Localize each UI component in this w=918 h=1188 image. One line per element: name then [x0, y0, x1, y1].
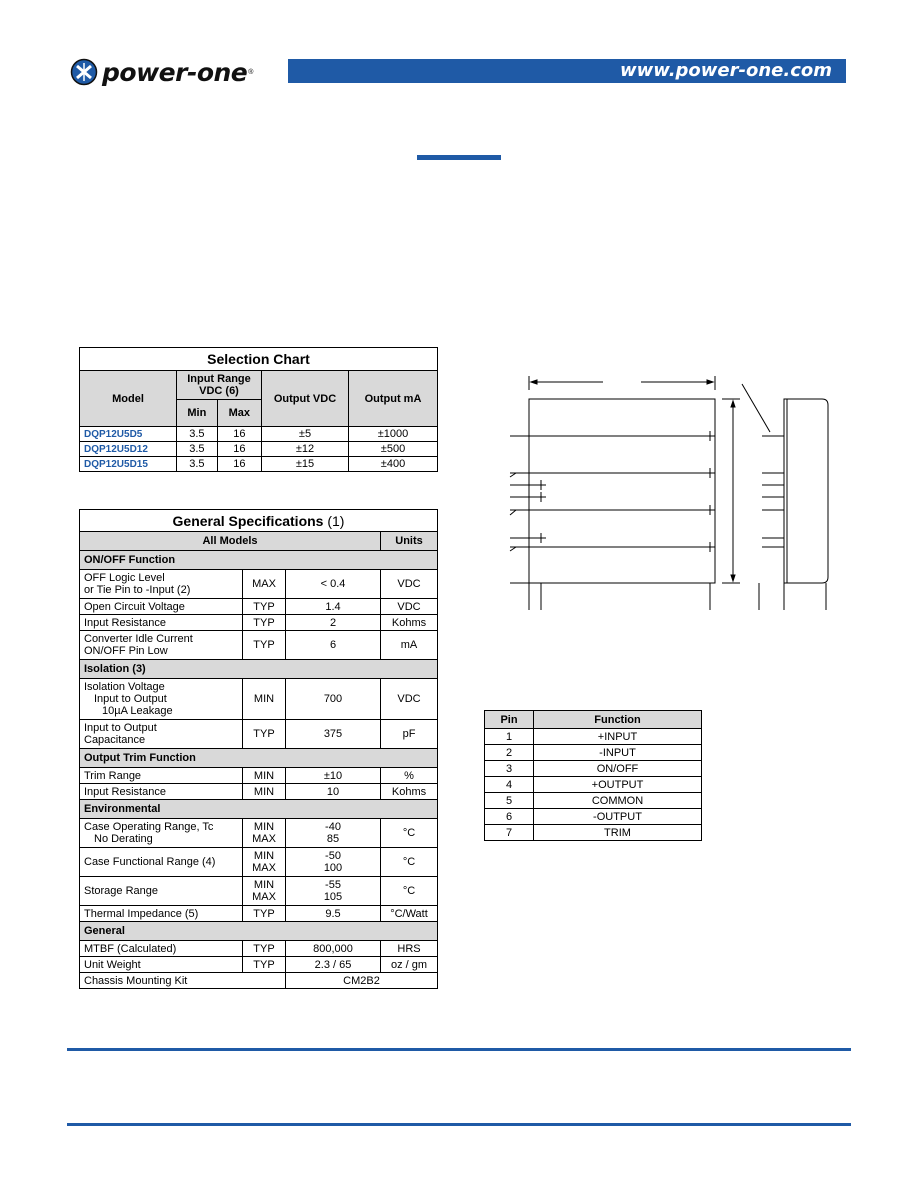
specs-title-note: (1): [327, 512, 345, 529]
spec-unit: VDC: [381, 570, 438, 599]
units-header: Units: [381, 532, 438, 551]
pin-number: 1: [485, 729, 534, 745]
table-row: [80, 457, 438, 472]
pin-number: 4: [485, 777, 534, 793]
spec-label: Input Resistance: [80, 615, 243, 631]
spec-label: Chassis Mounting Kit: [80, 973, 286, 989]
spec-value: CM2B2: [286, 973, 438, 989]
spec-type: MAX: [243, 570, 286, 599]
model-cell[interactable]: DQP12U5D5: [80, 427, 177, 442]
spec-value: -55 105: [286, 877, 381, 906]
spec-type: MIN MAX: [243, 848, 286, 877]
section-onoff: ON/OFF Function: [80, 551, 438, 570]
pin-function: ON/OFF: [534, 761, 702, 777]
pin-number: 3: [485, 761, 534, 777]
spec-value: 6: [286, 631, 381, 660]
table-row: [80, 442, 438, 457]
min-cell: 3.5: [177, 442, 218, 457]
pin-number: 6: [485, 809, 534, 825]
table-row: [485, 745, 702, 761]
table-row: [485, 729, 702, 745]
power-one-logo[interactable]: [70, 56, 285, 88]
leader-line: [742, 384, 770, 432]
spec-label: Open Circuit Voltage: [80, 599, 243, 615]
min-cell: 3.5: [177, 457, 218, 472]
ma-cell: ±400: [349, 457, 438, 472]
ma-cell: ±500: [349, 442, 438, 457]
spec-value: ±10: [286, 768, 381, 784]
model-cell[interactable]: DQP12U5D15: [80, 457, 177, 472]
vdc-cell: ±12: [262, 442, 349, 457]
spec-unit: Kohms: [381, 784, 438, 800]
spec-unit: oz / gm: [381, 957, 438, 973]
table-row: [485, 825, 702, 841]
all-models-header: All Models: [80, 532, 381, 551]
website-url[interactable]: www.power-one.com: [619, 60, 832, 81]
spec-unit: °C: [381, 819, 438, 848]
spec-type: MIN: [243, 784, 286, 800]
spec-type: TYP: [243, 906, 286, 922]
ma-cell: ±1000: [349, 427, 438, 442]
min-cell: 3.5: [177, 427, 218, 442]
spec-label: Isolation Voltage Input to Output 10µA Leakage: [80, 679, 243, 720]
spec-value: 375: [286, 720, 381, 749]
pin-markers: [536, 431, 715, 552]
spec-unit: VDC: [381, 599, 438, 615]
spec-label: Converter Idle Current ON/OFF Pin Low: [80, 631, 243, 660]
footer-rule-bottom: [67, 1123, 851, 1126]
section-isolation: Isolation (3): [80, 660, 438, 679]
spec-type: TYP: [243, 631, 286, 660]
model-header: Model: [80, 371, 177, 427]
spec-type: TYP: [243, 941, 286, 957]
spec-label: Thermal Impedance (5): [80, 906, 243, 922]
url-banner: [288, 59, 846, 83]
table-row: [485, 793, 702, 809]
spec-unit: Kohms: [381, 615, 438, 631]
section-general: General: [80, 922, 438, 941]
vdc-cell: ±5: [262, 427, 349, 442]
specs-title-text: General Specifications: [172, 512, 324, 529]
spec-label: MTBF (Calculated): [80, 941, 243, 957]
input-range-header: Input Range VDC (6): [177, 371, 262, 400]
spec-unit: mA: [381, 631, 438, 660]
max-cell: 16: [217, 457, 261, 472]
spec-label: Unit Weight: [80, 957, 243, 973]
spec-value: -50 100: [286, 848, 381, 877]
table-row: [485, 809, 702, 825]
pin-function: -INPUT: [534, 745, 702, 761]
mechanical-drawing: [500, 370, 840, 612]
spec-value: 1.4: [286, 599, 381, 615]
pin-number: 2: [485, 745, 534, 761]
spec-label: OFF Logic Level or Tie Pin to -Input (2): [80, 570, 243, 599]
model-cell[interactable]: DQP12U5D12: [80, 442, 177, 457]
spec-value: 700: [286, 679, 381, 720]
max-header: Max: [217, 400, 261, 427]
brand-name: power-one: [102, 57, 248, 87]
spec-value: < 0.4: [286, 570, 381, 599]
spec-label: Storage Range: [80, 877, 243, 906]
spec-type: MIN: [243, 679, 286, 720]
module-front-view: [529, 399, 715, 583]
side-pins: [762, 436, 784, 547]
selection-chart-table: [79, 347, 438, 472]
spec-value: 10: [286, 784, 381, 800]
spec-type: TYP: [243, 957, 286, 973]
function-header: Function: [534, 711, 702, 729]
spec-type: MIN MAX: [243, 877, 286, 906]
spec-unit: %: [381, 768, 438, 784]
section-environmental: Environmental: [80, 800, 438, 819]
pin-header: Pin: [485, 711, 534, 729]
spec-type: TYP: [243, 615, 286, 631]
pin-number: 7: [485, 825, 534, 841]
spec-unit: pF: [381, 720, 438, 749]
pin-function: +INPUT: [534, 729, 702, 745]
table-row: [485, 761, 702, 777]
spec-type: MIN MAX: [243, 819, 286, 848]
registered-mark: ®: [248, 68, 254, 76]
spec-label: Case Functional Range (4): [80, 848, 243, 877]
spec-value: 2: [286, 615, 381, 631]
title-underline: [417, 155, 501, 160]
spec-value: 9.5: [286, 906, 381, 922]
spec-unit: VDC: [381, 679, 438, 720]
max-cell: 16: [217, 442, 261, 457]
pin-function: TRIM: [534, 825, 702, 841]
spec-unit: °C: [381, 877, 438, 906]
spec-label: Input Resistance: [80, 784, 243, 800]
section-trim: Output Trim Function: [80, 749, 438, 768]
general-specs-title: [80, 510, 438, 532]
min-header: Min: [177, 400, 218, 427]
spec-unit: °C: [381, 848, 438, 877]
spec-type: TYP: [243, 599, 286, 615]
table-row: [485, 777, 702, 793]
spec-unit: HRS: [381, 941, 438, 957]
spec-label: Input to Output Capacitance: [80, 720, 243, 749]
vdc-cell: ±15: [262, 457, 349, 472]
max-cell: 16: [217, 427, 261, 442]
pin-function: +OUTPUT: [534, 777, 702, 793]
output-ma-header: Output mA: [349, 371, 438, 427]
pin-function: COMMON: [534, 793, 702, 809]
footer-rule-top: [67, 1048, 851, 1051]
pin-function: -OUTPUT: [534, 809, 702, 825]
pin-number: 5: [485, 793, 534, 809]
power-one-emblem-icon: [70, 58, 98, 86]
selection-chart-title: Selection Chart: [80, 348, 438, 371]
general-specs-table: [79, 509, 438, 989]
spec-value: -40 85: [286, 819, 381, 848]
table-row: [80, 427, 438, 442]
spec-unit: °C/Watt: [381, 906, 438, 922]
module-side-view: [784, 399, 828, 583]
spec-value: 2.3 / 65: [286, 957, 381, 973]
spec-type: MIN: [243, 768, 286, 784]
pin-function-table: [484, 710, 702, 841]
spec-value: 800,000: [286, 941, 381, 957]
spec-label: Trim Range: [80, 768, 243, 784]
spec-label: Case Operating Range, Tc No Derating: [80, 819, 243, 848]
spec-type: TYP: [243, 720, 286, 749]
output-vdc-header: Output VDC: [262, 371, 349, 427]
